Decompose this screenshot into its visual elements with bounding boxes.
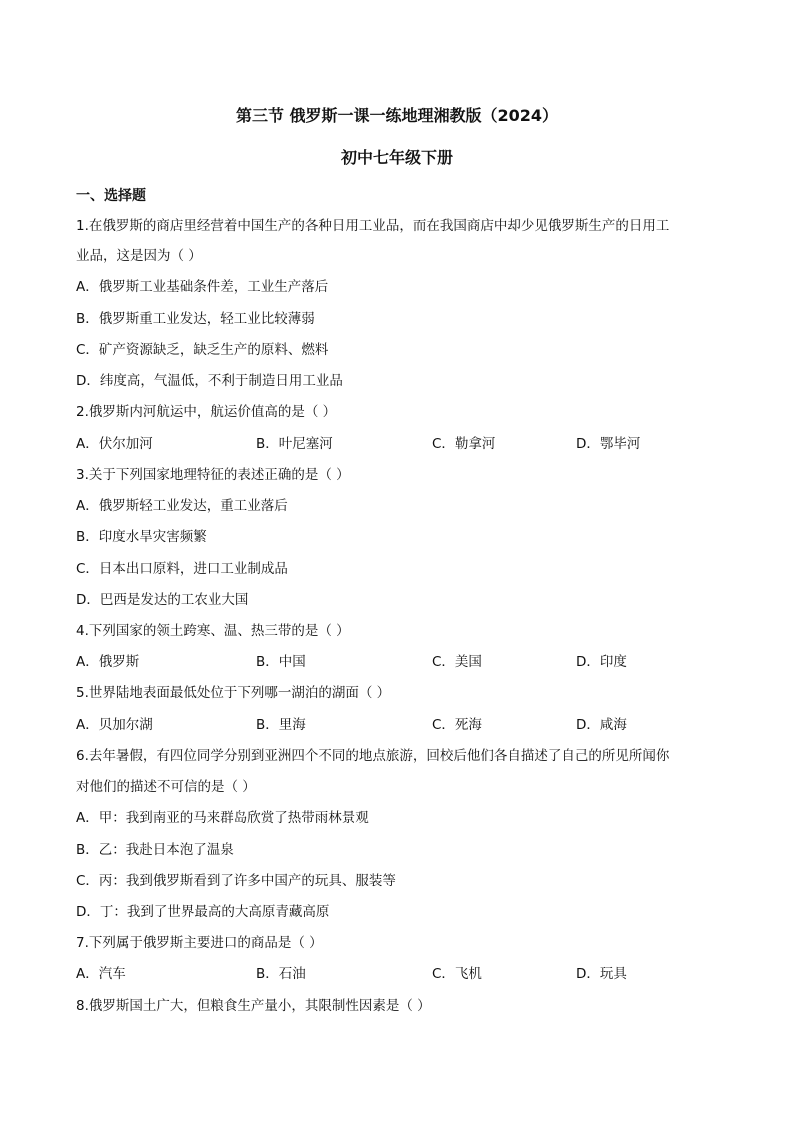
question-3-option-c: C．日本出口原料，进口工业制成品 xyxy=(76,561,288,577)
question-4-option-d: D．印度 xyxy=(576,654,627,670)
question-1-option-c: C．矿产资源缺乏，缺乏生产的原料、燃料 xyxy=(76,342,329,358)
question-5-option-a: A．贝加尔湖 xyxy=(76,717,153,733)
question-5-option-b: B．里海 xyxy=(256,717,306,733)
question-2-options xyxy=(76,434,726,454)
question-2-stem: 2.俄罗斯内河航运中，航运价值高的是（ ） xyxy=(76,404,337,420)
question-2-option-c: C．勒拿河 xyxy=(432,436,496,452)
question-7-option-a: A．汽车 xyxy=(76,966,126,982)
question-6-option-d: D．丁：我到了世界最高的大高原青藏高原 xyxy=(76,904,330,920)
question-3-option-d: D．巴西是发达的工农业大国 xyxy=(76,592,249,608)
question-4-stem: 4.下列国家的领土跨寒、温、热三带的是（ ） xyxy=(76,623,350,639)
question-2-option-b: B．叶尼塞河 xyxy=(256,436,333,452)
question-1-stem-line-2: 业品，这是因为（ ） xyxy=(76,248,202,264)
question-3-option-a: A．俄罗斯轻工业发达，重工业落后 xyxy=(76,498,288,514)
question-7-option-b: B．石油 xyxy=(256,966,306,982)
question-3-stem: 3.关于下列国家地理特征的表述正确的是（ ） xyxy=(76,467,350,483)
question-5-stem: 5.世界陆地表面最低处位于下列哪一湖泊的湖面（ ） xyxy=(76,685,391,701)
question-7-option-c: C．飞机 xyxy=(432,966,482,982)
question-5-options xyxy=(76,715,726,735)
question-4-option-a: A．俄罗斯 xyxy=(76,654,140,670)
question-1-option-d: D．纬度高，气温低，不利于制造日用工业品 xyxy=(76,373,343,389)
question-1-stem-line-1: 1.在俄罗斯的商店里经营着中国生产的各种日用工业品，而在我国商店中却少见俄罗斯生产的日用工 xyxy=(76,218,670,234)
question-7-option-d: D．玩具 xyxy=(576,966,627,982)
question-1-option-a: A．俄罗斯工业基础条件差，工业生产落后 xyxy=(76,279,329,295)
question-2-option-d: D．鄂毕河 xyxy=(576,436,641,452)
page-title: 第三节 俄罗斯一课一练地理湘教版（2024） xyxy=(235,106,559,125)
question-3-option-b: B．印度水旱灾害频繁 xyxy=(76,529,207,545)
question-6-stem-line-1: 6.去年暑假，有四位同学分别到亚洲四个不同的地点旅游，回校后他们各自描述了自己的所见所闻你 xyxy=(76,748,670,764)
question-6-option-a: A．甲：我到南亚的马来群岛欣赏了热带雨林景观 xyxy=(76,810,369,826)
question-6-stem-line-2: 对他们的描述不可信的是（ ） xyxy=(76,779,256,795)
question-7-options xyxy=(76,964,726,984)
question-6-option-c: C．丙：我到俄罗斯看到了许多中国产的玩具、服装等 xyxy=(76,873,396,889)
question-6-option-b: B．乙：我赴日本泡了温泉 xyxy=(76,842,234,858)
question-8-stem: 8.俄罗斯国土广大，但粮食生产量小，其限制性因素是（ ） xyxy=(76,998,431,1014)
question-5-option-c: C．死海 xyxy=(432,717,482,733)
question-1-option-b: B．俄罗斯重工业发达，轻工业比较薄弱 xyxy=(76,311,315,327)
page-subtitle: 初中七年级下册 xyxy=(340,148,453,167)
section-heading: 一、选择题 xyxy=(76,188,146,204)
question-7-stem: 7.下列属于俄罗斯主要进口的商品是（ ） xyxy=(76,935,323,951)
question-4-options xyxy=(76,652,726,672)
question-2-option-a: A．伏尔加河 xyxy=(76,436,153,452)
question-4-option-c: C．美国 xyxy=(432,654,482,670)
question-5-option-d: D．咸海 xyxy=(576,717,627,733)
question-4-option-b: B．中国 xyxy=(256,654,306,670)
